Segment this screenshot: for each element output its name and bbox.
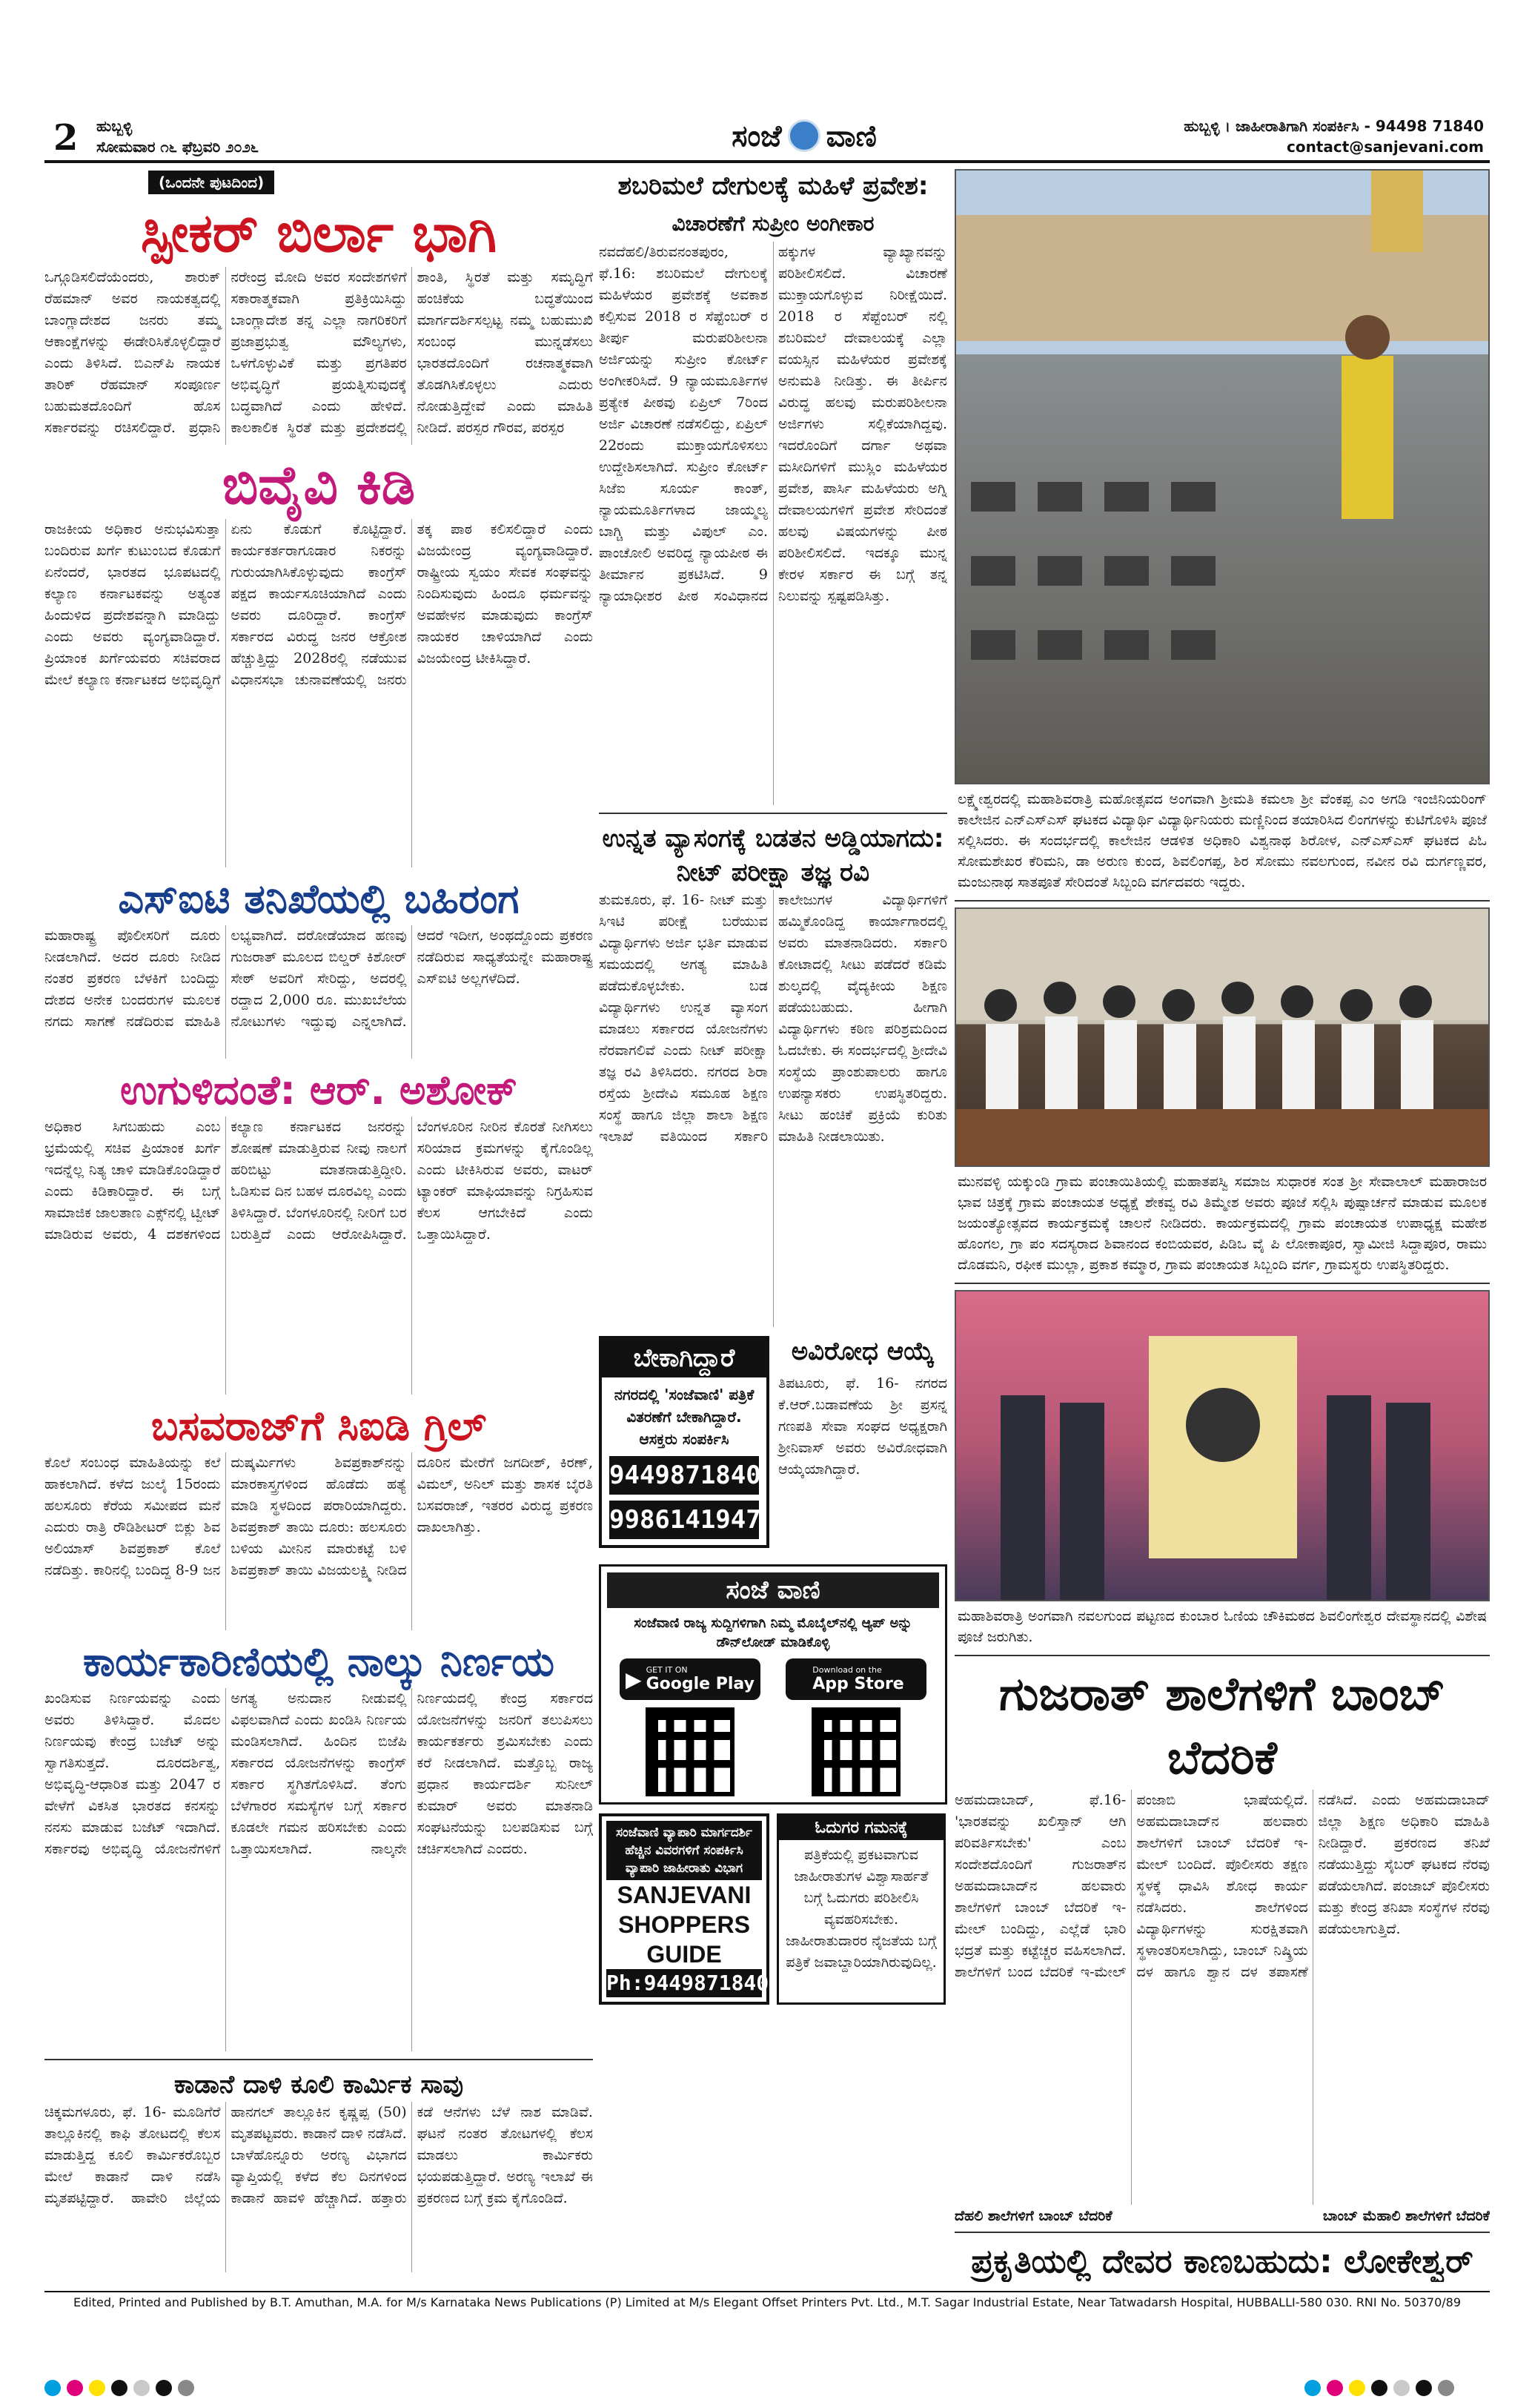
photo-illustration bbox=[956, 909, 1488, 1165]
caption-shivaratri-ns: ಲಕ್ಷ್ಮೇಶ್ವರದಲ್ಲಿ ಮಹಾಶಿವರಾತ್ರಿ ಮಹೋತ್ಸವದ ಅಂಗವಾಗಿ ಶ್ರೀಮತಿ ಕಮಲಾ ಶ್ರೀ ವೆಂಕಪ್ಪ ಎಂ ಅಗಡಿ ಇಂಜಿನಿಯರಿಂಗ್ ಕಾಲೇಜಿನ ಎನ್‌ಎಸ್‌ಎಸ್ ಘಟಕದ ವಿದ್ಯಾರ್ಥಿ ವಿದ್ಯಾರ್ಥಿನಿಯರು ಮಣ್ಣಿನಿಂದ ತಯಾರಿಸಿದ ಲಿಂಗಗಳನ್ನು ಕುಟಿಗೊಳಿಸಿ ಪೂಜೆ ಸಲ್ಲಿಸಿದರು. ಈ ಸಂದರ್ಭದಲ್ಲಿ ಕಾಲೇಜಿನ ಆಡಳಿತ ಅಧಿಕಾರಿ ವಿಶ್ವನಾಥ ಶಿರೋಳ, ಎನ್‌ಎಸ್‌ಎಸ್ ಘಟಕದ ಪಿಓ ಸೋಮಶೇಖರ ಕೆರಿಮನಿ, ಡಾ ಅರುಣ ಕುಂದ, ಶಿವಲಿಂಗಪ್ಪ, ಶಿರ ಸೋಮು ನವಲಗುಂದ, ನವೀನ ರವಿ ದುರ್ಗಣ್ಣವರ, ಮಂಜುನಾಥ ಸಾತಪೂತೆ ಸೇರಿದಂತೆ ಸಿಬ್ಬಂದಿ ವರ್ಗದವರು ಇದ್ದರು. bbox=[955, 784, 1490, 902]
imprint-line: Edited, Printed and Published by B.T. Amuthan, M.A. for M/s Karnataka News Publications (P) Limited at M/s Elegant Offset Printers Pvt. Ltd., M.T. Sagar Industrial Estate, Near Tatwadarsh Hospital, HUBBALLI-580 030. RNI No. 50370/89 bbox=[44, 2291, 1490, 2309]
wanted-ad-title: ಬೇಕಾಗಿದ್ದಾರೆ bbox=[602, 1339, 766, 1377]
wanted-ad-phone-1[interactable]: 9449871840 bbox=[609, 1456, 759, 1495]
app-store-small: Download on the bbox=[812, 1665, 882, 1675]
subhead-sabarimala: ವಿಚಾರಣೆಗೆ ಸುಪ್ರೀಂ ಅಂಗೀಕಾರ bbox=[672, 211, 875, 236]
bottom-ads bbox=[599, 1813, 947, 2005]
qr-code-icon[interactable] bbox=[812, 1707, 901, 1796]
shoppers-guide-line2: SHOPPERS bbox=[618, 1911, 750, 1938]
contact-block bbox=[1184, 116, 1484, 157]
caption-temple-pooja: ಮಹಾಶಿವರಾತ್ರಿ ಅಂಗವಾಗಿ ನವಲಗುಂದ ಪಟ್ಟಣದ ಕುಂಬಾರ ಓಣಿಯ ಚೌಕಿಮಠದ ಶಿವಲಿಂಗೇಶ್ವರ ದೇವಸ್ಥಾನದಲ್ಲಿ ವಿಶೇಷ ಪೂಜೆ ಜರುಗಿತು. bbox=[955, 1601, 1490, 1656]
article-byv-kidi: ರಾಜಕೀಯ ಅಧಿಕಾರ ಅನುಭವಿಸುತ್ತಾ ಬಂದಿರುವ ಖರ್ಗೆ ಕುಟುಂಬದ ಕೊಡುಗೆ ಏನೆಂದರೆ, ಭಾರತದ ಭೂಪಟದಲ್ಲಿ ಕಲ್ಯಾಣ ಕರ್ನಾಟಕವನ್ನು ಅತ್ಯಂತ ಹಿಂದುಳಿದ ಪ್ರದೇಶವನ್ನಾಗಿ ಮಾಡಿದ್ದು ಎಂದು ಅವರು ವ್ಯಂಗ್ಯವಾಡಿದ್ದಾರೆ. ಪ್ರಿಯಾಂಕ ಖರ್ಗೆಯವರು ಸಚಿವರಾದ ಮೇಲೆ ಕಲ್ಯಾಣ ಕರ್ನಾಟಕದ ಅಭಿವೃದ್ಧಿಗೆ ಏನು ಕೊಡುಗೆ ಕೊಟ್ಟಿದ್ದಾರೆ. ಕಾರ್ಯಕರ್ತರಾಗೂಡಾರ ನಿಕರನ್ನು ಗುರುಯಾಗಿಸಿಕೊಳ್ಳುವುದು ಕಾಂಗ್ರೆಸ್ ಪಕ್ಷದ ಕಾರ್ಯಸೂಚಿಯಾಗಿದೆ ಎಂದು ಅವರು ದೂರಿದ್ದಾರೆ. ಕಾಂಗ್ರೆಸ್ ಸರ್ಕಾರದ ವಿರುದ್ಧ ಜನರ ಆಕ್ರೋಶ ಹೆಚ್ಚುತ್ತಿದ್ದು 2028ರಲ್ಲಿ ನಡೆಯುವ ವಿಧಾನಸಭಾ ಚುನಾವಣೆಯಲ್ಲಿ ಜನರು ತಕ್ಕ ಪಾಠ ಕಲಿಸಲಿದ್ದಾರೆ ಎಂದು ವಿಜಯೇಂದ್ರ ವ್ಯಂಗ್ಯವಾಡಿದ್ದಾರೆ. ರಾಷ್ಟ್ರೀಯ ಸ್ವಯಂ ಸೇವಕ ಸಂಘವನ್ನು ನಿಂದಿಸುವುದು ಹಿಂದೂ ಧರ್ಮವನ್ನು ಅವಹೇಳನ ಮಾಡುವುದು ಕಾಂಗ್ರೆಸ್ ನಾಯಕರ ಚಾಳಿಯಾಗಿದೆ ಎಂದು ವಿಜಯೇಂದ್ರ ಟೀಕಿಸಿದ್ದಾರೆ. bbox=[44, 521, 593, 688]
contact-email[interactable]: contact@sanjevani.com bbox=[1286, 138, 1484, 156]
middle-column bbox=[599, 169, 947, 2282]
shoppers-guide-top: ಸಂಜೆವಾಣಿ ವ್ಯಾಪಾರಿ ಮಾರ್ಗದರ್ಶಿ ಹೆಚ್ಚಿನ ವಿವರಗಳಿಗೆ ಸಂಪರ್ಕಿಸಿ ವ್ಯಾಪಾರಿ ಜಾಹೀರಾತು ವಿಭಾಗ bbox=[606, 1821, 762, 1880]
headline-sit: ಎಸ್‌ಐಟಿ ತನಿಖೆಯಲ್ಲಿ ಬಹಿರಂಗ bbox=[118, 876, 520, 922]
wanted-ad-phone-2[interactable]: 9986141947 bbox=[609, 1501, 759, 1539]
logo-left-text: ಸಂಜೆ bbox=[732, 118, 782, 153]
headline-lokeshwar: ಪ್ರಕೃತಿಯಲ್ಲಿ ದೇವರ ಕಾಣಬಹುದು: ಲೋಕೇಶ್ವರ್ bbox=[971, 2243, 1473, 2280]
app-store-badge[interactable] bbox=[786, 1658, 926, 1700]
wanted-ad-text: ನಗರದಲ್ಲಿ 'ಸಂಜೆವಾಣಿ' ಪತ್ರಿಕೆ ವಿತರಣೆಗೆ ಬೇಕಾಗಿದ್ದಾರೆ. ಆಸಕ್ತರು ಸಂಪರ್ಕಿಸಿ bbox=[614, 1386, 755, 1448]
headline-cid-grill: ಬಸವರಾಜ್‌ಗೆ ಸಿಐಡಿ ಗ್ರಿಲ್ bbox=[150, 1403, 487, 1449]
registration-dots-right bbox=[1304, 2380, 1454, 2396]
headline-byv-kidi: ಬಿವೈವಿ ಕಿಡಿ bbox=[222, 454, 416, 516]
article-avirodha: ತಿಪಟೂರು, ಫೆ. 16- ನಗರದ ಕೆ.ಆರ್.ಬಡಾವಣೆಯ ಶ್ರೀ ಪ್ರಸನ್ನ ಗಣಪತಿ ಸೇವಾ ಸಂಘದ ಅಧ್ಯಕ್ಷರಾಗಿ ಶ್ರೀನಿವಾಸ್ ಅವರು ಅವಿರೋಧವಾಗಿ ಆಯ್ಕೆಯಾಗಿದ್ದಾರೆ. bbox=[778, 1375, 947, 1478]
avirodha-article bbox=[778, 1327, 947, 1557]
google-play-small: GET IT ON bbox=[646, 1665, 688, 1675]
headline-avirodha: ಅವಿರೋಧ ಆಯ್ಕೆ bbox=[791, 1337, 935, 1366]
sevalal-jayanti-photo bbox=[955, 907, 1490, 1167]
masthead bbox=[44, 111, 1490, 163]
store-badges bbox=[607, 1658, 939, 1700]
article-speaker-birla: ಒಗ್ಗೂಡಿಸಲಿದೆಯೆಂದರು, ಶಾರುಕ್ ರೆಹಮಾನ್ ಅವರ ನಾಯಕತ್ವದಲ್ಲಿ ಬಾಂಗ್ಲಾದೇಶದ ಜನರು ತಮ್ಮ ಆಕಾಂಕ್ಷೆಗಳನ್ನು ಈಡೇರಿಸಿಕೊಳ್ಳಲಿದ್ದಾರೆ ಎಂದು ತಿಳಿಸಿದೆ. ಬಿಎನ್‌ಪಿ ನಾಯಕ ತಾರಿಕ್ ರೆಹಮಾನ್ ಸಂಪೂರ್ಣ ಬಹುಮತದೊಂದಿಗೆ ಹೊಸ ಸರ್ಕಾರವನ್ನು ರಚಿಸಲಿದ್ದಾರೆ. ಪ್ರಧಾನಿ ನರೇಂದ್ರ ಮೋದಿ ಅವರ ಸಂದೇಶಗಳಿಗೆ ಸಕಾರಾತ್ಮಕವಾಗಿ ಪ್ರತಿಕ್ರಿಯಿಸಿದ್ದು ಬಾಂಗ್ಲಾದೇಶ ತನ್ನ ಎಲ್ಲಾ ನಾಗರಿಕರಿಗೆ ಪ್ರಜಾಪ್ರಭುತ್ವ ಮೌಲ್ಯಗಳು, ಒಳಗೊಳ್ಳುವಿಕೆ ಮತ್ತು ಪ್ರಗತಿಪರ ಅಭಿವೃದ್ಧಿಗೆ ಪ್ರಯತ್ನಿಸುವುದಕ್ಕೆ ಬದ್ಧವಾಗಿದೆ ಎಂದು ಹೇಳಿದೆ. ಕಾಲಕಾಲಿಕ ಸ್ಥಿರತೆ ಮತ್ತು ಪ್ರದೇಶದಲ್ಲಿ ಶಾಂತಿ, ಸ್ಥಿರತೆ ಮತ್ತು ಸಮೃದ್ಧಿಗೆ ಹಂಚಿಕೆಯ ಬದ್ಧತೆಯಿಂದ ಮಾರ್ಗದರ್ಶಿಸಲ್ಪಟ್ಟ ನಮ್ಮ ಬಹುಮುಖಿ ಸಂಬಂಧ ಮುನ್ನಡೆಸಲು ಭಾರತದೊಂದಿಗೆ ರಚನಾತ್ಮಕವಾಗಿ ತೊಡಗಿಸಿಕೊಳ್ಳಲು ಎದುರು ನೋಡುತ್ತಿದ್ದೇವೆ ಎಂದು ಮಾಹಿತಿ ನೀಡಿದೆ. ಪರಸ್ಪರ ಗೌರವ, ಪರಸ್ಪರ bbox=[44, 269, 593, 436]
article-ashok: ಅಧಿಕಾರ ಸಿಗಬಹುದು ಎಂಬ ಭ್ರಮೆಯಲ್ಲಿ ಸಚಿವ ಪ್ರಿಯಾಂಕ ಖರ್ಗೆ ಇದನ್ನೆಲ್ಲ ನಿತ್ಯ ಚಾಳಿ ಮಾಡಿಕೊಂಡಿದ್ದಾರೆ ಎಂದು ಕಿಡಿಕಾರಿದ್ದಾರೆ. ಈ ಬಗ್ಗೆ ಸಾಮಾಜಿಕ ಜಾಲತಾಣ ಎಕ್ಸ್‌ನಲ್ಲಿ ಟ್ವೀಟ್ ಮಾಡಿರುವ ಅವರು, 4 ದಶಕಗಳಿಂದ ಕಲ್ಯಾಣ ಕರ್ನಾಟಕದ ಜನರನ್ನು ಶೋಷಣೆ ಮಾಡುತ್ತಿರುವ ನೀವು ನಾಲಗೆ ಹರಿಬಿಟ್ಟು ಮಾತನಾಡುತ್ತಿದ್ದೀರಿ. ಓಡಿಸುವ ದಿನ ಬಹಳ ದೂರವಿಲ್ಲ ಎಂದು ತಿಳಿಸಿದ್ದಾರೆ. ಬೆಂಗಳೂರಿನಲ್ಲಿ ನೀರಿಗೆ ಬರ ಬರುತ್ತಿದೆ ಎಂದು ಆರೋಪಿಸಿದ್ದಾರೆ. ಬೆಂಗಳೂರಿನ ನೀರಿನ ಕೊರತೆ ನೀಗಿಸಲು ಸರಿಯಾದ ಕ್ರಮಗಳನ್ನು ಕೈಗೊಂಡಿಲ್ಲ ಎಂದು ಟೀಕಿಸಿರುವ ಅವರು, ವಾಟರ್ ಟ್ಯಾಂಕರ್ ಮಾಫಿಯಾವನ್ನು ನಿಗ್ರಹಿಸುವ ಕೆಲಸ ಆಗಬೇಕಿದೆ ಎಂದು ಒತ್ತಾಯಿಸಿದ್ದಾರೆ. bbox=[44, 1119, 593, 1243]
newspaper-logo bbox=[689, 114, 919, 157]
qr-codes bbox=[607, 1707, 939, 1796]
article-neet: ತುಮಕೂರು, ಫೆ. 16- ನೀಟ್ ಮತ್ತು ಸಿಇಟಿ ಪರೀಕ್ಷೆ ಬರೆಯುವ ವಿದ್ಯಾರ್ಥಿಗಳು ಅರ್ಜಿ ಭರ್ತಿ ಮಾಡುವ ಸಮಯದಲ್ಲಿ ಅಗತ್ಯ ಮಾಹಿತಿ ಪಡೆದುಕೊಳ್ಳಬೇಕು. ಬಡ ವಿದ್ಯಾರ್ಥಿಗಳು ಉನ್ನತ ವ್ಯಾಸಂಗ ಮಾಡಲು ಸರ್ಕಾರದ ಯೋಜನೆಗಳು ನೆರವಾಗಲಿವೆ ಎಂದು ನೀಟ್ ಪರೀಕ್ಷಾ ತಜ್ಞ ರವಿ ತಿಳಿಸಿದರು. ನಗರದ ಶಿರಾ ರಸ್ತೆಯ ಶ್ರೀದೇವಿ ಸಮೂಹ ಶಿಕ್ಷಣ ಸಂಸ್ಥೆ ಹಾಗೂ ಜಿಲ್ಲಾ ಶಾಲಾ ಶಿಕ್ಷಣ ಇಲಾಖೆ ವತಿಯಿಂದ ಸರ್ಕಾರಿ ಕಾಲೇಜುಗಳ ವಿದ್ಯಾರ್ಥಿಗಳಿಗೆ ಹಮ್ಮಿಕೊಂಡಿದ್ದ ಕಾರ್ಯಾಗಾರದಲ್ಲಿ ಅವರು ಮಾತನಾಡಿದರು. ಸರ್ಕಾರಿ ಕೋಟಾದಲ್ಲಿ ಸೀಟು ಪಡೆದರೆ ಕಡಿಮೆ ಶುಲ್ಕದಲ್ಲಿ ವೈದ್ಯಕೀಯ ಶಿಕ್ಷಣ ಪಡೆಯಬಹುದು. ಹೀಗಾಗಿ ವಿದ್ಯಾರ್ಥಿಗಳು ಕಠಿಣ ಪರಿಶ್ರಮದಿಂದ ಓದಬೇಕು. ಈ ಸಂದರ್ಭದಲ್ಲಿ ಶ್ರೀದೇವಿ ಸಂಸ್ಥೆಯ ಪ್ರಾಂಶುಪಾಲರು ಹಾಗೂ ಉಪನ್ಯಾಸಕರು ಉಪಸ್ಥಿತರಿದ್ದರು. ಸೀಟು ಹಂಚಿಕೆ ಪ್ರಕ್ರಿಯೆ ಕುರಿತು ಮಾಹಿತಿ ನೀಡಲಾಯಿತು. bbox=[599, 892, 947, 1145]
qr-code-icon[interactable] bbox=[646, 1707, 735, 1796]
headline-neet: ಉನ್ನತ ವ್ಯಾಸಂಗಕ್ಕೆ ಬಡತನ ಅಡ್ಡಿಯಾಗದು: ನೀಟ್ ಪರೀಕ್ಷಾ ತಜ್ಞ ರವಿ bbox=[602, 824, 944, 887]
dateline bbox=[96, 116, 259, 157]
subhead-mohali: ಬಾಂಬ್ ಮೆಹಾಲಿ ಶಾಲೆಗಳಿಗೆ ಬೆದರಿಕೆ bbox=[1322, 2208, 1490, 2224]
google-play-label: Google Play bbox=[646, 1675, 755, 1693]
readers-notice-title: ಓದುಗರ ಗಮನಕ್ಕೆ bbox=[779, 1816, 944, 1840]
left-column bbox=[44, 169, 593, 2282]
article-elephant-attack: ಚಿಕ್ಕಮಗಳೂರು, ಫೆ. 16- ಮೂಡಿಗೆರೆ ತಾಲ್ಲೂಕಿನಲ್ಲಿ ಕಾಫಿ ತೋಟದಲ್ಲಿ ಕೆಲಸ ಮಾಡುತ್ತಿದ್ದ ಕೂಲಿ ಕಾರ್ಮಿಕರೊಬ್ಬರ ಮೇಲೆ ಕಾಡಾನೆ ದಾಳಿ ನಡೆಸಿ ಮೃತಪಟ್ಟಿದ್ದಾರೆ. ಹಾವೇರಿ ಜಿಲ್ಲೆಯ ಹಾನಗಲ್ ತಾಲ್ಲೂಕಿನ ಕೃಷ್ಣಪ್ಪ (50) ಮೃತಪಟ್ಟವರು. ಕಾಡಾನೆ ದಾಳಿ ನಡೆಸಿದೆ. ಬಾಳೆಹೊನ್ನೂರು ಅರಣ್ಯ ವಿಭಾಗದ ವ್ಯಾಪ್ತಿಯಲ್ಲಿ ಕಳೆದ ಕೆಲ ದಿನಗಳಿಂದ ಕಾಡಾನೆ ಹಾವಳಿ ಹೆಚ್ಚಾಗಿದೆ. ಹತ್ತಾರು ಕಡೆ ಆನೆಗಳು ಬೆಳೆ ನಾಶ ಮಾಡಿವೆ. ಘಟನೆ ನಂತರ ತೋಟಗಳಲ್ಲಿ ಕೆಲಸ ಮಾಡಲು ಕಾರ್ಮಿಕರು ಭಯಪಡುತ್ತಿದ್ದಾರೆ. ಅರಣ್ಯ ಇಲಾಖೆ ಈ ಪ್ರಕರಣದ ಬಗ್ಗೆ ಕ್ರಮ ಕೈಗೊಂಡಿದೆ. bbox=[44, 2104, 593, 2206]
article-cid-grill: ಕೊಲೆ ಸಂಬಂಧ ಮಾಹಿತಿಯನ್ನು ಕಲೆ ಹಾಕಲಾಗಿದೆ. ಕಳೆದ ಜುಲೈ 15ರಂದು ಹಲಸೂರು ಕೆರೆಯ ಸಮೀಪದ ಮನೆ ಎದುರು ರಾತ್ರಿ ರೌಡಿಶೀಟರ್ ಬಿಕ್ಲು ಶಿವ ಅಲಿಯಾಸ್ ಶಿವಪ್ರಕಾಶ್ ಕೊಲೆ ನಡೆದಿತ್ತು. ಕಾರಿನಲ್ಲಿ ಬಂದಿದ್ದ 8-9 ಜನ ದುಷ್ಕರ್ಮಿಗಳು ಶಿವಪ್ರಕಾಶ್‌ನನ್ನು ಮಾರಕಾಸ್ತ್ರಗಳಿಂದ ಹೊಡೆದು ಹತ್ಯೆ ಮಾಡಿ ಸ್ಥಳದಿಂದ ಪರಾರಿಯಾಗಿದ್ದರು. ಶಿವಪ್ರಕಾಶ್ ತಾಯಿ ದೂರು: ಹಲಸೂರು ಬಳಿಯ ಮೀನಿನ ಮಾರುಕಟ್ಟೆ ಬಳಿ ಶಿವಪ್ರಕಾಶ್ ತಾಯಿ ವಿಜಯಲಕ್ಷ್ಮಿ ನೀಡಿದ ದೂರಿನ ಮೇರೆಗೆ ಜಗದೀಶ್, ಕಿರಣ್, ವಿಮಲ್, ಅನಿಲ್ ಮತ್ತು ಶಾಸಕ ಬೈರತಿ ಬಸವರಾಜ್, ಇತರರ ವಿರುದ್ಧ ಪ್ರಕರಣ ದಾಖಲಾಗಿತ್ತು. bbox=[44, 1455, 593, 1578]
app-ad-logo: ಸಂಜೆ ವಾಣಿ bbox=[607, 1572, 939, 1608]
globe-icon bbox=[788, 119, 820, 152]
photo-illustration bbox=[956, 171, 1488, 783]
shoppers-guide-line3: GUIDE bbox=[646, 1941, 722, 1968]
issue-date: ಸೋಮವಾರ ೧೬ ಫೆಬ್ರವರಿ ೨೦೨೬ bbox=[96, 138, 259, 156]
headline-elephant-attack: ಕಾಡಾನೆ ದಾಳಿ ಕೂಲಿ ಕಾರ್ಮಿಕ ಸಾವು bbox=[173, 2070, 464, 2100]
app-store-label: App Store bbox=[812, 1675, 904, 1693]
temple-pooja-photo bbox=[955, 1290, 1490, 1601]
gujarat-subheads bbox=[955, 2208, 1490, 2224]
shivaratri-ns-photo bbox=[955, 169, 1490, 784]
ad-contact: ಹುಬ್ಬಳ್ಳಿ । ಜಾಹೀರಾತಿಗಾಗಿ ಸಂಪರ್ಕಿಸಿ - 94498 71840 bbox=[1184, 117, 1484, 135]
headline-executive-resolutions: ಕಾರ್ಯಕಾರಿಣಿಯಲ್ಲಿ ನಾಲ್ಕು ನಿರ್ಣಯ bbox=[82, 1638, 555, 1685]
headline-ashok: ಉಗುಳಿದಂತೆ: ಆರ್. ಅಶೋಕ್ bbox=[120, 1067, 517, 1114]
app-download-ad bbox=[599, 1564, 947, 1805]
headline-speaker-birla: ಸ್ಪೀಕರ್ ಬಿರ್ಲಾ ಭಾಗಿ bbox=[140, 202, 497, 264]
readers-notice-text: ಪತ್ರಿಕೆಯಲ್ಲಿ ಪ್ರಕಟವಾಗುವ ಜಾಹೀರಾತುಗಳ ವಿಶ್ವಾಸಾರ್ಹತೆ ಬಗ್ಗೆ ಓದುಗರು ಪರಿಶೀಲಿಸಿ ವ್ಯವಹರಿಸಬೇಕು. ಜಾಹೀರಾತುದಾರರ ನೈಜತೆಯ ಬಗ್ಗೆ ಪತ್ರಿಕೆ ಜವಾಬ್ದಾರಿಯಾಗಿರುವುದಿಲ್ಲ. bbox=[786, 1847, 937, 1971]
shoppers-guide-phone[interactable]: Ph:9449871840 bbox=[606, 1969, 762, 1997]
divider bbox=[44, 2059, 593, 2060]
readers-notice bbox=[777, 1813, 946, 2005]
right-column bbox=[955, 169, 1490, 2282]
continued-label: (ಒಂದನೇ ಪುಟದಿಂದ) bbox=[148, 171, 274, 194]
logo-right-text: ವಾಣಿ bbox=[826, 118, 877, 153]
headline-gujarat-bomb: ಗುಜರಾತ್ ಶಾಲೆಗಳಿಗೆ ಬಾಂಬ್ ಬೆದರಿಕೆ bbox=[999, 1667, 1445, 1784]
ad-row bbox=[599, 1327, 947, 1557]
subhead-delhi: ದೆಹಲಿ ಶಾಲೆಗಳಿಗೆ ಬಾಂಬ್ ಬೆದರಿಕೆ bbox=[955, 2208, 1112, 2224]
article-gujarat-bomb: ಅಹಮದಾಬಾದ್, ಫೆ.16- 'ಭಾರತವನ್ನು ಖಲಿಸ್ತಾನ್ ಆಗಿ ಪರಿವರ್ತಿಸಬೇಕು' ಎಂಬ ಸಂದೇಶದೊಂದಿಗೆ ಗುಜರಾತ್‌ನ ಅಹಮದಾಬಾದ್‌ನ ಹಲವಾರು ಶಾಲೆಗಳಿಗೆ ಬಾಂಬ್ ಬೆದರಿಕೆ ಇ-ಮೇಲ್ ಬಂದಿದ್ದು, ಎಲ್ಲೆಡೆ ಭಾರಿ ಭದ್ರತೆ ಮತ್ತು ಕಟ್ಟೆಚ್ಚರ ವಹಿಸಲಾಗಿದೆ. ಶಾಲೆಗಳಿಗೆ ಬಂದ ಬೆದರಿಕೆ ಇ-ಮೇಲ್ ಪಂಜಾಬಿ ಭಾಷೆಯಲ್ಲಿದೆ. ಅಹಮದಾಬಾದ್‌ನ ಹಲವಾರು ಶಾಲೆಗಳಿಗೆ ಬಾಂಬ್ ಬೆದರಿಕೆ ಇ-ಮೇಲ್ ಬಂದಿದೆ. ಪೊಲೀಸರು ತಕ್ಷಣ ಸ್ಥಳಕ್ಕೆ ಧಾವಿಸಿ ಶೋಧ ಕಾರ್ಯ ನಡೆಸಿದರು. ಶಾಲೆಗಳಿಂದ ವಿದ್ಯಾರ್ಥಿಗಳನ್ನು ಸುರಕ್ಷಿತವಾಗಿ ಸ್ಥಳಾಂತರಿಸಲಾಗಿದ್ದು, ಬಾಂಬ್ ನಿಷ್ಕ್ರಿಯ ದಳ ಹಾಗೂ ಶ್ವಾನ ದಳ ತಪಾಸಣೆ ನಡೆಸಿದೆ. ಎಂದು ಅಹಮದಾಬಾದ್ ಜಿಲ್ಲಾ ಶಿಕ್ಷಣ ಅಧಿಕಾರಿ ಮಾಹಿತಿ ನೀಡಿದ್ದಾರೆ. ಪ್ರಕರಣದ ತನಿಖೆ ನಡೆಯುತ್ತಿದ್ದು ಸೈಬರ್ ಘಟಕದ ನೆರವು ಪಡೆಯಲಾಗಿದೆ. ಪಂಜಾಬ್ ಪೊಲೀಸರು ಮತ್ತು ಕೇಂದ್ರ ತನಿಖಾ ಸಂಸ್ಥೆಗಳ ನೆರವು ಪಡೆಯಲಾಗುತ್ತಿದೆ. bbox=[955, 1792, 1490, 1980]
google-play-badge[interactable] bbox=[620, 1658, 760, 1700]
city: ಹುಬ್ಬಳ್ಳಿ bbox=[96, 117, 133, 135]
shoppers-guide-ad bbox=[599, 1813, 769, 2005]
article-sabarimala: ನವದೆಹಲಿ/ತಿರುವನಂತಪುರಂ, ಫೆ.16: ಶಬರಿಮಲೆ ದೇಗುಲಕ್ಕೆ ಮಹಿಳೆಯರ ಪ್ರವೇಶಕ್ಕೆ ಅವಕಾಶ ಕಲ್ಪಿಸುವ 2018 ರ ಸೆಪ್ಟೆಂಬರ್ ರ ತೀರ್ಪು ಮರುಪರಿಶೀಲನಾ ಅರ್ಜಿಯನ್ನು ಸುಪ್ರೀಂ ಕೋರ್ಟ್ ಅಂಗೀಕರಿಸಿದೆ. 9 ನ್ಯಾಯಮೂರ್ತಿಗಳ ಪ್ರತ್ಯೇಕ ಪೀಠವು ಏಪ್ರಿಲ್ 7ರಿಂದ ಅರ್ಜಿ ವಿಚಾರಣೆ ನಡೆಸಲಿದ್ದು, ಏಪ್ರಿಲ್ 22ರಂದು ಮುಕ್ತಾಯಗೊಳಿಸಲು ಉದ್ದೇಶಿಸಲಾಗಿದೆ. ಸುಪ್ರೀಂ ಕೋರ್ಟ್ ಸಿಜೆಐ ಸೂರ್ಯ ಕಾಂತ್, ನ್ಯಾಯಮೂರ್ತಿಗಳಾದ ಜಾಯ್ಮಲ್ಯ ಬಾಗ್ಚಿ ಮತ್ತು ವಿಪುಲ್ ಎಂ. ಪಾಂಚೋಲಿ ಅವರಿದ್ದ ನ್ಯಾಯಪೀಠ ಈ ತೀರ್ಮಾನ ಪ್ರಕಟಿಸಿದೆ. 9 ನ್ಯಾಯಾಧೀಶರ ಪೀಠ ಸಂವಿಧಾನದ ಹಕ್ಕುಗಳ ವ್ಯಾಖ್ಯಾನವನ್ನು ಪರಿಶೀಲಿಸಲಿದೆ. ವಿಚಾರಣೆ ಮುಕ್ತಾಯಗೊಳ್ಳುವ ನಿರೀಕ್ಷೆಯಿದೆ. 2018 ರ ಸೆಪ್ಟೆಂಬರ್ ನಲ್ಲಿ ಶಬರಿಮಲೆ ದೇವಾಲಯಕ್ಕೆ ಎಲ್ಲಾ ವಯಸ್ಸಿನ ಮಹಿಳೆಯರ ಪ್ರವೇಶಕ್ಕೆ ಅನುಮತಿ ನೀಡಿತ್ತು. ಈ ತೀರ್ಪಿನ ವಿರುದ್ಧ ಹಲವು ಮರುಪರಿಶೀಲನಾ ಅರ್ಜಿಗಳು ಸಲ್ಲಿಕೆಯಾಗಿದ್ದವು. ಇದರೊಂದಿಗೆ ದರ್ಗಾ ಅಥವಾ ಮಸೀದಿಗಳಿಗೆ ಮುಸ್ಲಿಂ ಮಹಿಳೆಯರ ಪ್ರವೇಶ, ಪಾರ್ಸಿ ಮಹಿಳೆಯರು ಅಗ್ನಿ ದೇವಾಲಯಗಳಿಗೆ ಪ್ರವೇಶ ಸೇರಿದಂತೆ ಹಲವು ವಿಷಯಗಳನ್ನು ಪೀಠ ಪರಿಶೀಲಿಸಲಿದೆ. ಇದಕ್ಕೂ ಮುನ್ನ ಕೇರಳ ಸರ್ಕಾರ ಈ ಬಗ್ಗೆ ತನ್ನ ನಿಲುವನ್ನು ಸ್ಪಷ್ಟಪಡಿಸಿತ್ತು. bbox=[599, 244, 947, 604]
divider bbox=[599, 813, 947, 814]
page-number: 2 bbox=[53, 117, 79, 159]
wanted-ad bbox=[599, 1336, 769, 1548]
app-ad-text: ಸಂಜೆವಾಣಿ ರಾಜ್ಯ ಸುದ್ದಿಗಳಿಗಾಗಿ ನಿಮ್ಮ ಮೊಬೈಲ್‌ನಲ್ಲಿ ಆ್ಯಪ್ ಅನ್ನು ಡೌನ್‌ಲೋಡ್ ಮಾಡಿಕೊಳ್ಳಿ bbox=[634, 1615, 912, 1650]
article-executive-resolutions: ಖಂಡಿಸುವ ನಿರ್ಣಯವನ್ನು ಎಂದು ಅವರು ತಿಳಿಸಿದ್ದಾರೆ. ಮೊದಲ ನಿರ್ಣಯವು ಕೇಂದ್ರ ಬಜೆಟ್ ಅನ್ನು ಸ್ವಾಗತಿಸುತ್ತದೆ. ದೂರದರ್ಶಿತ್ವ, ಅಭಿವೃದ್ಧಿ-ಆಧಾರಿತ ಮತ್ತು 2047 ರ ವೇಳೆಗೆ ವಿಕಸಿತ ಭಾರತದ ಕನಸನ್ನು ನನಸು ಮಾಡುವ ಬಜೆಟ್ ಇದಾಗಿದೆ. ಸರ್ಕಾರವು ಅಭಿವೃದ್ಧಿ ಯೋಜನೆಗಳಿಗೆ ಅಗತ್ಯ ಅನುದಾನ ನೀಡುವಲ್ಲಿ ವಿಫಲವಾಗಿದೆ ಎಂದು ಖಂಡಿಸಿ ನಿರ್ಣಯ ಮಂಡಿಸಲಾಗಿದೆ. ಹಿಂದಿನ ಬಿಜೆಪಿ ಸರ್ಕಾರದ ಯೋಜನೆಗಳನ್ನು ಕಾಂಗ್ರೆಸ್ ಸರ್ಕಾರ ಸ್ಥಗಿತಗೊಳಿಸಿದೆ. ತೆಂಗು ಬೆಳೆಗಾರರ ಸಮಸ್ಯೆಗಳ ಬಗ್ಗೆ ಸರ್ಕಾರ ಕೂಡಲೇ ಗಮನ ಹರಿಸಬೇಕು ಎಂದು ಒತ್ತಾಯಿಸಲಾಗಿದೆ. ನಾಲ್ಕನೇ ನಿರ್ಣಯದಲ್ಲಿ ಕೇಂದ್ರ ಸರ್ಕಾರದ ಯೋಜನೆಗಳನ್ನು ಜನರಿಗೆ ತಲುಪಿಸಲು ಕಾರ್ಯಕರ್ತರು ಶ್ರಮಿಸಬೇಕು ಎಂದು ಕರೆ ನೀಡಲಾಗಿದೆ. ಮತ್ತೊಬ್ಬ ರಾಜ್ಯ ಪ್ರಧಾನ ಕಾರ್ಯದರ್ಶಿ ಸುನೀಲ್ ಕುಮಾರ್ ಅವರು ಮಾತನಾಡಿ ಸಂಘಟನೆಯನ್ನು ಬಲಪಡಿಸುವ ಬಗ್ಗೆ ಚರ್ಚಿಸಲಾಗಿದೆ ಎಂದರು. bbox=[44, 1690, 593, 1857]
registration-dots-left bbox=[44, 2380, 194, 2396]
shoppers-guide-line1: SANJEVANI bbox=[617, 1882, 752, 1908]
play-icon: ▶ bbox=[626, 1667, 642, 1692]
caption-sevalal-jayanti: ಮುನವಳ್ಳಿ ಯಕ್ಕುಂಡಿ ಗ್ರಾಮ ಪಂಚಾಯಿತಿಯಲ್ಲಿ ಮಹಾತಪಸ್ವಿ ಸಮಾಜ ಸುಧಾರಕ ಸಂತ ಶ್ರೀ ಸೇವಾಲಾಲ್ ಮಹಾರಾಜರ ಭಾವ ಚಿತ್ರಕ್ಕೆ ಗ್ರಾಮ ಪಂಚಾಯತ ಅಧ್ಯಕ್ಷೆ ಶೇಕವ್ವ ರವಿ ತಿಮ್ಮೇಶ ಅವರು ಪೂಜೆ ಸಲ್ಲಿಸಿ ಪುಷ್ಪಾರ್ಚನೆ ಮಾಡುವ ಮೂಲಕ ಜಯಂತ್ಯೋತ್ಸವದ ಕಾರ್ಯಕ್ರಮಕ್ಕೆ ಚಾಲನೆ ನೀಡಿದರು. ಕಾರ್ಯಕ್ರಮದಲ್ಲಿ ಗ್ರಾಮ ಪಂಚಾಯತ ಉಪಾಧ್ಯಕ್ಷ ಮಹೇಶ ಹೊಂಗಲ, ಗ್ರಾ ಪಂ ಸದಸ್ಯರಾದ ಶಿವಾನಂದ ಕಂಬಿಯವರ, ಪಿಡಿಒ ವೈ ಪಿ ಲೋಕಾಪೂರ, ಸ್ವಾಮೀಜಿ ಸಿದ್ದಾಪೂರ, ರಾಮು ದೊಡಮನಿ, ರಫೀಕ ಮುಲ್ಲಾ, ಪ್ರಕಾಶ ಕಮ್ಮಾರ, ಗ್ರಾಮ ಪಂಚಾಯತ ಸಿಬ್ಬಂದಿ ವರ್ಗ, ಗ್ರಾಮಸ್ಥರು ಉಪಸ್ಥಿತರಿದ್ದರು. bbox=[955, 1167, 1490, 1284]
headline-sabarimala: ಶಬರಿಮಲೆ ದೇಗುಲಕ್ಕೆ ಮಹಿಳೆ ಪ್ರವೇಶ: bbox=[617, 171, 929, 201]
article-sit: ಮಹಾರಾಷ್ಟ್ರ ಪೊಲೀಸರಿಗೆ ದೂರು ನೀಡಲಾಗಿದೆ. ಅದರ ದೂರು ನೀಡಿದ ನಂತರ ಪ್ರಕರಣ ಬೆಳಕಿಗೆ ಬಂದಿದ್ದು ದೇಶದ ಅನೇಕ ಬಂದರುಗಳ ಮೂಲಕ ನಗದು ಸಾಗಣೆ ನಡೆದಿರುವ ಮಾಹಿತಿ ಲಭ್ಯವಾಗಿದೆ. ದರೋಡೆಯಾದ ಹಣವು ಗುಜರಾತ್ ಮೂಲದ ಬಿಲ್ಡರ್ ಕಿಶೋರ್ ಸೇಠ್ ಅವರಿಗೆ ಸೇರಿದ್ದು, ಅದರಲ್ಲಿ ರದ್ದಾದ 2,000 ರೂ. ಮುಖಬೆಲೆಯ ನೋಟುಗಳು ಇದ್ದುವು ಎನ್ನಲಾಗಿದೆ. ಆದರೆ ಇದೀಗ, ಅಂಥದ್ದೊಂದು ಪ್ರಕರಣ ನಡೆದಿರುವ ಸಾಧ್ಯತೆಯನ್ನೇ ಮಹಾರಾಷ್ಟ್ರ ಎಸ್‌ಐಟಿ ಅಲ್ಲಗಳೆದಿದೆ. bbox=[44, 927, 593, 1030]
photo-illustration bbox=[956, 1291, 1488, 1600]
divider bbox=[955, 2232, 1490, 2233]
